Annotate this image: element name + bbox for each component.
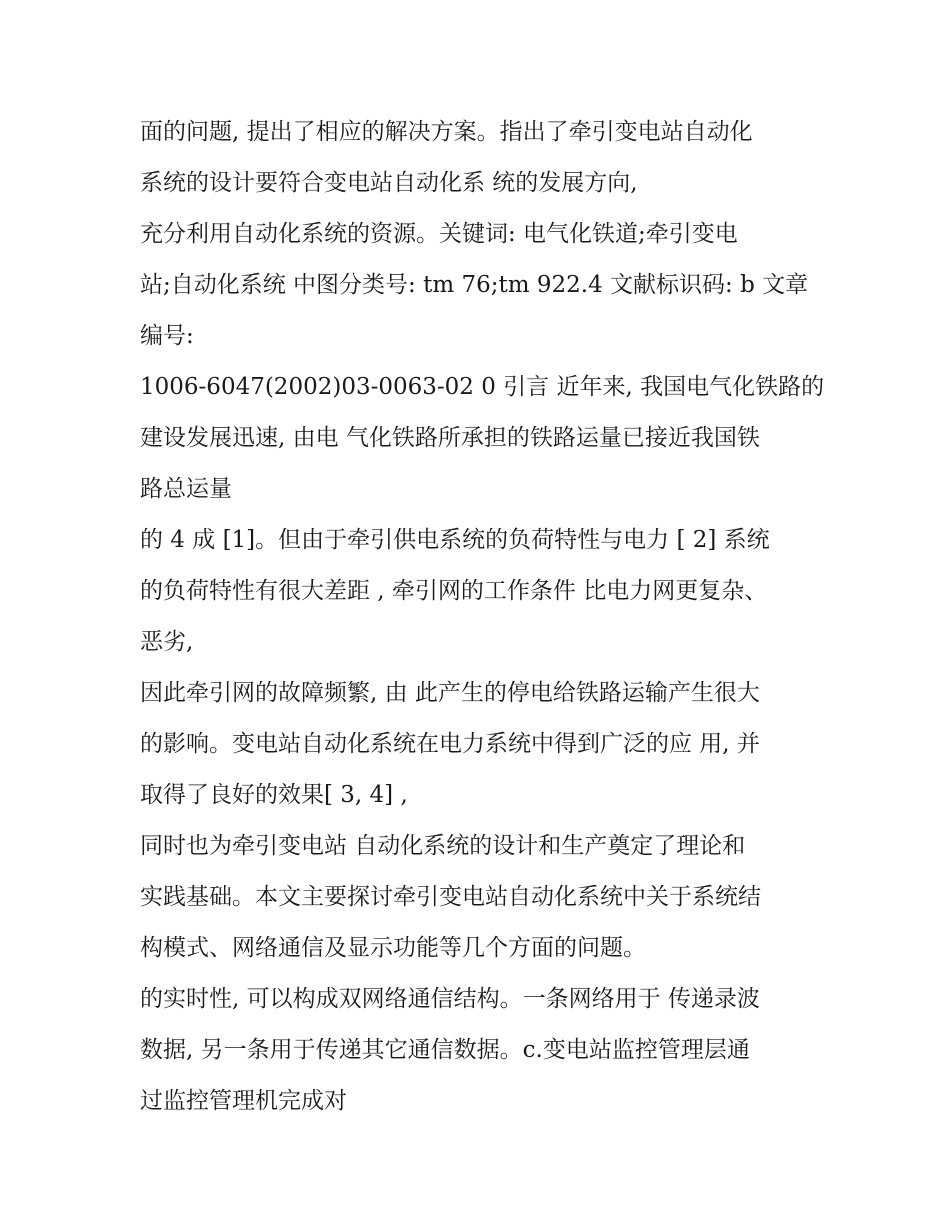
text-line-2: 系统的设计要符合变电站自动化系 统的发展方向,: [140, 170, 638, 196]
text-line-13: 的影响。变电站自动化系统在电力系统中得到广泛的应 用, 并: [140, 731, 760, 757]
text-line-3: 充分利用自动化系统的资源。关键词: 电气化铁道;牵引变电: [140, 221, 738, 247]
body-text: [140, 107, 840, 1127]
text-line-9: 的 4 成 [1]。但由于牵引供电系统的负荷特性与电力 [ 2] 系统: [140, 527, 770, 553]
text-line-8: 路总运量: [140, 476, 232, 502]
text-line-11: 恶劣,: [140, 629, 194, 655]
text-line-6: 1006-6047(2002)03-0063-02 0 引言 近年来, 我国电气化铁路的: [140, 374, 825, 400]
text-line-7: 建设发展迅速, 由电 气化铁路所承担的铁路运量已接近我国铁: [140, 425, 760, 451]
text-line-17: 构模式、网络通信及显示功能等几个方面的问题。: [140, 935, 646, 961]
text-line-14: 取得了良好的效果[ 3, 4] ,: [140, 782, 408, 808]
text-line-12: 因此牵引网的故障频繁, 由 此产生的停电给铁路运输产生很大: [140, 680, 760, 706]
text-line-1: 面的问题, 提出了相应的解决方案。指出了牵引变电站自动化: [140, 119, 753, 145]
text-line-19: 数据, 另一条用于传递其它通信数据。c.变电站监控管理层通: [140, 1037, 750, 1063]
text-line-4: 站;自动化系统 中图分类号: tm 76;tm 922.4 文献标识码: b 文章: [140, 272, 809, 298]
text-line-18: 的实时性, 可以构成双网络通信结构。一条网络用于 传递录波: [140, 986, 760, 1012]
text-line-20: 过监控管理机完成对: [140, 1088, 347, 1114]
text-line-16: 实践基础。本文主要探讨牵引变电站自动化系统中关于系统结: [140, 884, 761, 910]
text-line-15: 同时也为牵引变电站 自动化系统的设计和生产奠定了理论和: [140, 833, 746, 859]
text-line-5: 编号:: [140, 323, 194, 349]
text-line-10: 的负荷特性有很大差距 , 牵引网的工作条件 比电力网更复杂、: [140, 578, 768, 604]
